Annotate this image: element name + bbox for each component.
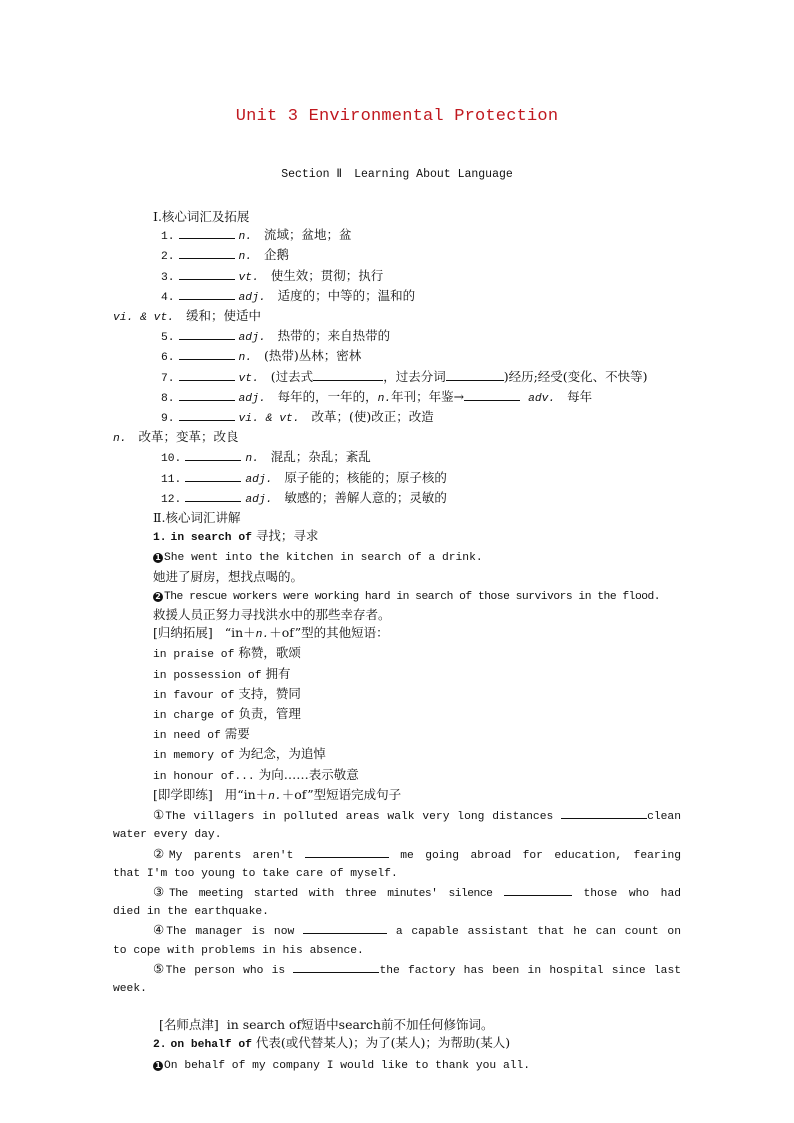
- vocab-item-11: 11. adj. 原子能的；核能的；原子核的: [161, 469, 447, 486]
- phrase-list-item: in memory of 为纪念，为追悼: [153, 746, 326, 763]
- phrase-1-heading: 1. in search of 寻找；寻求: [153, 528, 319, 545]
- example-2-en: 2 The rescue workers were working hard in search of those survivors in the flood.: [113, 586, 681, 606]
- section-subtitle: [0, 166, 794, 181]
- vocab-item-5: 5. adj. 热带的；来自热带的: [161, 328, 391, 345]
- answer-blank[interactable]: [179, 347, 235, 360]
- vocab-item-4-extra: vi. & vt. 缓和；使适中: [113, 308, 261, 325]
- expand-heading: [归纳拓展] “in＋n.＋of”型的其他短语：: [153, 625, 389, 642]
- past-participle-blank[interactable]: [446, 368, 504, 381]
- part1-heading: Ⅰ.核心词汇及拓展: [153, 209, 250, 224]
- practice-heading: [即学即练] 用“in＋n.＋of”型短语完成句子: [153, 786, 402, 803]
- answer-blank[interactable]: [561, 806, 647, 819]
- answer-blank[interactable]: [179, 327, 235, 340]
- example-3-marker: 1: [153, 1061, 163, 1071]
- practice-item-1: ①The villagers in polluted areas walk very long distances clean water every day.: [113, 807, 681, 842]
- vocab-item-9-extra: n. 改革；变革；改良: [113, 429, 239, 446]
- teacher-tip: [名师点津] in search of短语中search前不加任何修饰词。: [159, 1017, 494, 1033]
- answer-blank[interactable]: [179, 408, 235, 421]
- answer-blank[interactable]: [179, 267, 235, 280]
- vocab-item-3: 3. vt. 使生效；贯彻；执行: [161, 267, 384, 284]
- phrase-list-item: in charge of 负责，管理: [153, 706, 301, 723]
- answer-blank[interactable]: [179, 287, 235, 300]
- vocab-item-1: 1. n. 流域；盆地；盆: [161, 227, 352, 244]
- practice-item-4: ④The manager is now a capable assistant that he can count on to cope with problems in his absence.: [113, 922, 681, 957]
- document-body: [113, 208, 681, 1075]
- answer-blank[interactable]: [185, 469, 241, 482]
- answer-blank[interactable]: [504, 883, 572, 896]
- vocab-item-10: 10. n. 混乱；杂乱；紊乱: [161, 449, 371, 466]
- phrase-list-item: in possession of 拥有: [153, 665, 291, 682]
- answer-blank[interactable]: [185, 448, 241, 461]
- example-2-marker: 2: [153, 592, 163, 602]
- vocab-item-9: 9. vi. & vt. 改革；(使)改正；改造: [161, 409, 434, 426]
- answer-blank[interactable]: [185, 489, 241, 502]
- example-1-en: 1 She went into the kitchen in search of a drink.: [113, 547, 681, 567]
- answer-blank[interactable]: [179, 226, 235, 239]
- practice-item-5: ⑤The person who is the factory has been in hospital since last week.: [113, 960, 681, 995]
- answer-blank[interactable]: [305, 845, 389, 858]
- example-3-en: 1 On behalf of my company I would like to thank you all.: [113, 1055, 681, 1075]
- answer-blank[interactable]: [293, 960, 379, 973]
- phrase-list-item: in need of 需要: [153, 726, 250, 743]
- answer-blank[interactable]: [179, 246, 235, 259]
- phrase-list-item: in praise of 称赞，歌颂: [153, 645, 301, 662]
- adverb-blank[interactable]: [464, 388, 520, 401]
- phrase-list-item: in honour of... 为向……表示敬意: [153, 766, 359, 783]
- phrase-2-heading: 2. on behalf of 代表(或代替某人)；为了(某人)；为帮助(某人): [153, 1035, 511, 1052]
- answer-blank[interactable]: [179, 368, 235, 381]
- vocab-item-4: 4. adj. 适度的；中等的；温和的: [161, 287, 416, 304]
- section-name: Learning About Language: [354, 168, 513, 181]
- phrase-list-item: in favour of 支持，赞同: [153, 685, 301, 702]
- example-2-zh: 救援人员正努力寻找洪水中的那些幸存者。: [153, 607, 391, 623]
- answer-blank[interactable]: [179, 388, 235, 401]
- part2-heading: Ⅱ.核心词汇讲解: [153, 510, 241, 526]
- section-number: Section Ⅱ: [281, 168, 343, 181]
- vocab-item-8: 8. adj. 每年的，一年的，n.年刊；年鉴→ adv. 每年: [161, 388, 593, 405]
- answer-blank[interactable]: [303, 921, 387, 934]
- vocab-item-2: 2. n. 企鹅: [161, 247, 290, 264]
- example-1-marker: 1: [153, 553, 163, 563]
- practice-item-3: ③The meeting started with three minutes' silence those who had died in the earthquake.: [113, 883, 682, 919]
- page-title: Unit 3 Environmental Protection: [235, 107, 559, 126]
- past-tense-blank[interactable]: [313, 368, 383, 381]
- vocab-item-12: 12. adj. 敏感的；善解人意的；灵敏的: [161, 489, 447, 506]
- vocab-item-6: 6. n. (热带)丛林；密林: [161, 348, 362, 365]
- practice-item-2: ②My parents aren't me going abroad for education, fearing that I'm too young to take care of myself.: [113, 845, 682, 880]
- example-1-zh: 她进了厨房，想找点喝的。: [153, 568, 304, 584]
- vocab-item-7: 7. vt. (过去式 ，过去分词 )经历;经受(变化、不快等): [161, 368, 648, 385]
